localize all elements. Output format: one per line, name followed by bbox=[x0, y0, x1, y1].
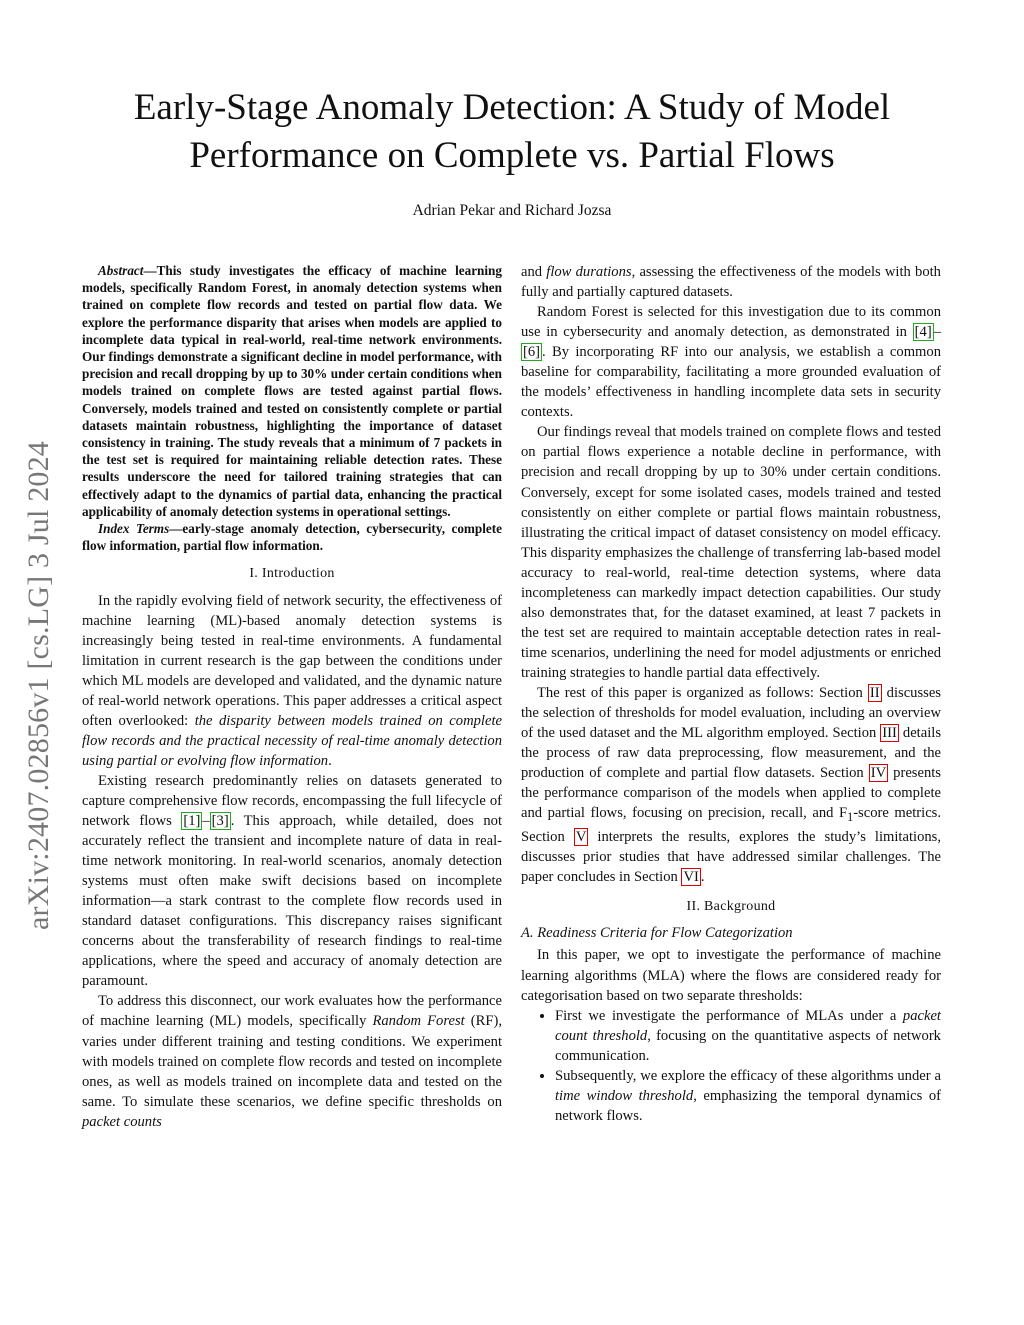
citation-link-6[interactable]: [6] bbox=[523, 344, 541, 361]
paper-title: Early-Stage Anomaly Detection: A Study of Model Performance on Complete vs. Partial Flows bbox=[133, 87, 891, 176]
section-link-vi[interactable]: VI bbox=[683, 869, 699, 886]
citation-link-1[interactable]: [1] bbox=[183, 813, 201, 830]
paper-authors: Adrian Pekar and Richard Jozsa bbox=[412, 202, 612, 219]
section-heading-background: II. Background bbox=[686, 899, 776, 915]
intro-paragraph-5: Our findings reveal that models trained on complete flows and tested on partial flows experience a notable decline in performance, with precision and recall dropping by up to 30% under certain conditions. Conversely, except for some isolated cases, models trained and tested consistently on either complete or partial flows maintain robustness, illustrating the critical impact of dataset consistency on model efficacy. This disparity emphasizes the challenge of transferring lab-based model accuracy to real-world, real-time detection systems, where data incompleteness can markedly impact detection capabilities. Our study also demonstrates that, for the dataset examined, at least 7 packets in the test set are required to maintain acceptable detection rates in real-time scenarios, underlining the need for model adjustments or enriched training strategies to handle partial data effectively. bbox=[521, 424, 941, 681]
background-paragraph-1: In this paper, we opt to investigate the performance of machine learning algorithms (MLA) where the flows are considered ready for categorisation based on two separate thresholds: bbox=[521, 947, 941, 1004]
intro-emphasis: the disparity between models trained on complete flow records and the practical necessity of real-time anomaly detection using partial or evolving flow information bbox=[82, 712, 502, 769]
intro-paragraph-3-continued: and flow durations, assessing the effectiveness of the models with both fully and partially captured datasets. bbox=[521, 264, 941, 301]
intro-paragraph-1: In the rapidly evolving field of network security, the effectiveness of machine learning (ML)-based anomaly detection systems is increasingly being tested in real-time environments. A fundamental limitation in current research is the gap between the conditions under which ML models are developed and validated, and the dynamic nature of real-world network operations. This paper addresses a critical aspect often overlooked: the disparity between models trained on complete flow records and the practical necessity of real-time anomaly detection using partial or evolving flow information. bbox=[82, 592, 502, 769]
abstract-label: Abstract bbox=[98, 263, 144, 278]
section-heading-introduction: I. Introduction bbox=[249, 566, 335, 582]
section-link-ii[interactable]: II bbox=[869, 684, 880, 701]
arxiv-identifier-stamp: arXiv:2407.02856v1 [cs.LG] 3 Jul 2024 bbox=[22, 440, 55, 930]
section-link-iv[interactable]: IV bbox=[870, 765, 887, 782]
left-column bbox=[82, 262, 502, 1132]
list-item: • First we investigate the performance of MLAs under a packet count threshold, focusing on the quantitative aspects of network communication. bbox=[555, 1006, 941, 1066]
threshold-list bbox=[521, 1006, 941, 1126]
intro-paragraph-6: The rest of this paper is organized as follows: Section II discusses the selection of thresholds for model evaluation, including an overview of the used dataset and the ML algorithm employed. Section III details the process of raw data preprocessing, flow measurement, and the production of complete and partial flow datasets. Section IV presents the performance comparison of the models when applied to complete and partial flows, focusing on precision, recall, and $F_1$-score metrics. Section V interprets the results, explores the study’s limitations, discusses prior studies that have addressed similar challenges. The paper concludes in Section VI . bbox=[521, 684, 941, 886]
intro-paragraph-3: To address this disconnect, our work evaluates how the performance of machine learning (ML) models, specifically Random Forest (RF), varies under different training and testing conditions. We experiment with models trained on complete flow records and tested on incomplete ones, as well as models trained on incomplete data and tested on the same. To simulate these scenarios, we define specific thresholds on packet counts bbox=[82, 993, 502, 1130]
index-terms-text: —early-stage anomaly detection, cybersecurity, complete flow information, partial flow information. bbox=[82, 521, 502, 554]
intro-paragraph-2: Existing research predominantly relies on datasets generated to capture comprehensive flow records, encompassing the full lifecycle of network flows [1] – [3] . This approach, while detailed, does not accurately reflect the transient and incomplete nature of data in real-time network monitoring. In real-world scenarios, anomaly detection systems must often make swift decisions based on incomplete information—a stark contrast to the complete flow records used in standard dataset configurations. This discrepancy raises significant concerns about the transferability of research findings to real-time applications, where the speed and accuracy of anomaly detection are paramount. bbox=[82, 772, 502, 990]
section-link-v[interactable]: V bbox=[575, 829, 587, 846]
subsection-heading-readiness: A. Readiness Criteria for Flow Categorization bbox=[521, 925, 793, 942]
index-terms bbox=[82, 520, 502, 554]
right-column bbox=[521, 262, 941, 1126]
citation-link-4[interactable]: [4] bbox=[914, 324, 932, 341]
abstract bbox=[82, 262, 502, 520]
section-link-iii[interactable]: III bbox=[882, 725, 897, 742]
intro-paragraph-4: Random Forest is selected for this investigation due to its common use in cybersecurity and anomaly detection, as demonstrated in [4] –[6] . By incorporating RF into our analysis, we establish a common baseline for comparability, facilitating a more grounded evaluation of the models’ effectiveness in handling incomplete data sets in security contexts. bbox=[521, 304, 941, 421]
list-item: • Subsequently, we explore the efficacy of these algorithms under a time window threshold, emphasizing the temporal dynamics of network flows. bbox=[555, 1066, 941, 1126]
index-terms-label: Index Terms bbox=[98, 521, 170, 537]
abstract-text: —This study investigates the efficacy of machine learning models, specifically Random Forest, in anomaly detection systems when trained on complete flow records and tested on partial flow data. We explore the performance disparity that arises when models are applied to incomplete data typical in real-world, real-time network environments. Our findings demonstrate a significant decline in model performance, with precision and recall dropping by up to 30% under certain conditions when models trained on complete flows are tested against partial flows. Conversely, models trained and tested on consistently complete or partial datasets maintain robustness, highlighting the importance of dataset consistency in training. The study reveals that a minimum of 7 packets in the test set is required for maintaining reliable detection rates. These results underscore the need for tailored training strategies that can effectively adapt to the dynamics of partial data, enhancing the practical applicability of anomaly detection systems in operational settings. bbox=[82, 263, 502, 519]
citation-link-3[interactable]: [3] bbox=[211, 813, 229, 830]
